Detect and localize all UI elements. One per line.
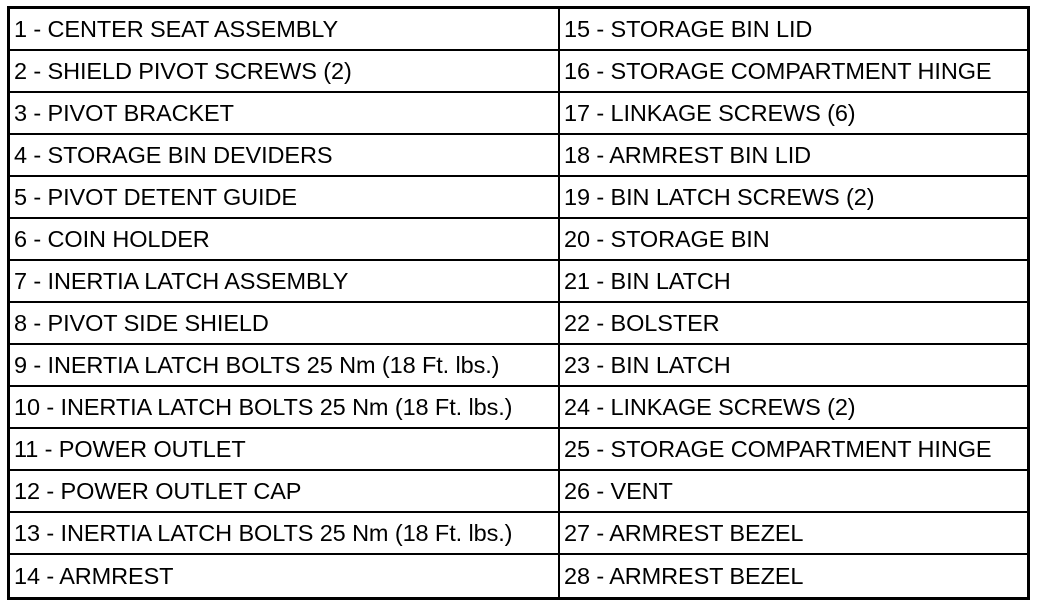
legend-item-18: 18 - ARMREST BIN LID — [560, 135, 1027, 177]
legend-item-16: 16 - STORAGE COMPARTMENT HINGE — [560, 51, 1027, 93]
legend-item-26: 26 - VENT — [560, 471, 1027, 513]
legend-item-25: 25 - STORAGE COMPARTMENT HINGE — [560, 429, 1027, 471]
legend-item-21: 21 - BIN LATCH — [560, 261, 1027, 303]
legend-item-27: 27 - ARMREST BEZEL — [560, 513, 1027, 555]
legend-item-22: 22 - BOLSTER — [560, 303, 1027, 345]
legend-item-2: 2 - SHIELD PIVOT SCREWS (2) — [10, 51, 560, 93]
legend-item-15: 15 - STORAGE BIN LID — [560, 9, 1027, 51]
legend-item-8: 8 - PIVOT SIDE SHIELD — [10, 303, 560, 345]
parts-legend-table — [7, 6, 1030, 600]
legend-item-10: 10 - INERTIA LATCH BOLTS 25 Nm (18 Ft. lbs.) — [10, 387, 560, 429]
legend-item-24: 24 - LINKAGE SCREWS (2) — [560, 387, 1027, 429]
legend-item-1: 1 - CENTER SEAT ASSEMBLY — [10, 9, 560, 51]
legend-item-6: 6 - COIN HOLDER — [10, 219, 560, 261]
legend-item-17: 17 - LINKAGE SCREWS (6) — [560, 93, 1027, 135]
legend-item-4: 4 - STORAGE BIN DEVIDERS — [10, 135, 560, 177]
legend-item-3: 3 - PIVOT BRACKET — [10, 93, 560, 135]
legend-item-14: 14 - ARMREST — [10, 555, 560, 597]
legend-item-12: 12 - POWER OUTLET CAP — [10, 471, 560, 513]
legend-item-11: 11 - POWER OUTLET — [10, 429, 560, 471]
legend-item-23: 23 - BIN LATCH — [560, 345, 1027, 387]
legend-item-5: 5 - PIVOT DETENT GUIDE — [10, 177, 560, 219]
legend-item-28: 28 - ARMREST BEZEL — [564, 562, 804, 589]
legend-item-19: 19 - BIN LATCH SCREWS (2) — [560, 177, 1027, 219]
legend-item-13: 13 - INERTIA LATCH BOLTS 25 Nm (18 Ft. lbs.) — [10, 513, 560, 555]
legend-item-7: 7 - INERTIA LATCH ASSEMBLY — [10, 261, 560, 303]
legend-item-20: 20 - STORAGE BIN — [560, 219, 1027, 261]
legend-item-9: 9 - INERTIA LATCH BOLTS 25 Nm (18 Ft. lbs.) — [10, 345, 560, 387]
